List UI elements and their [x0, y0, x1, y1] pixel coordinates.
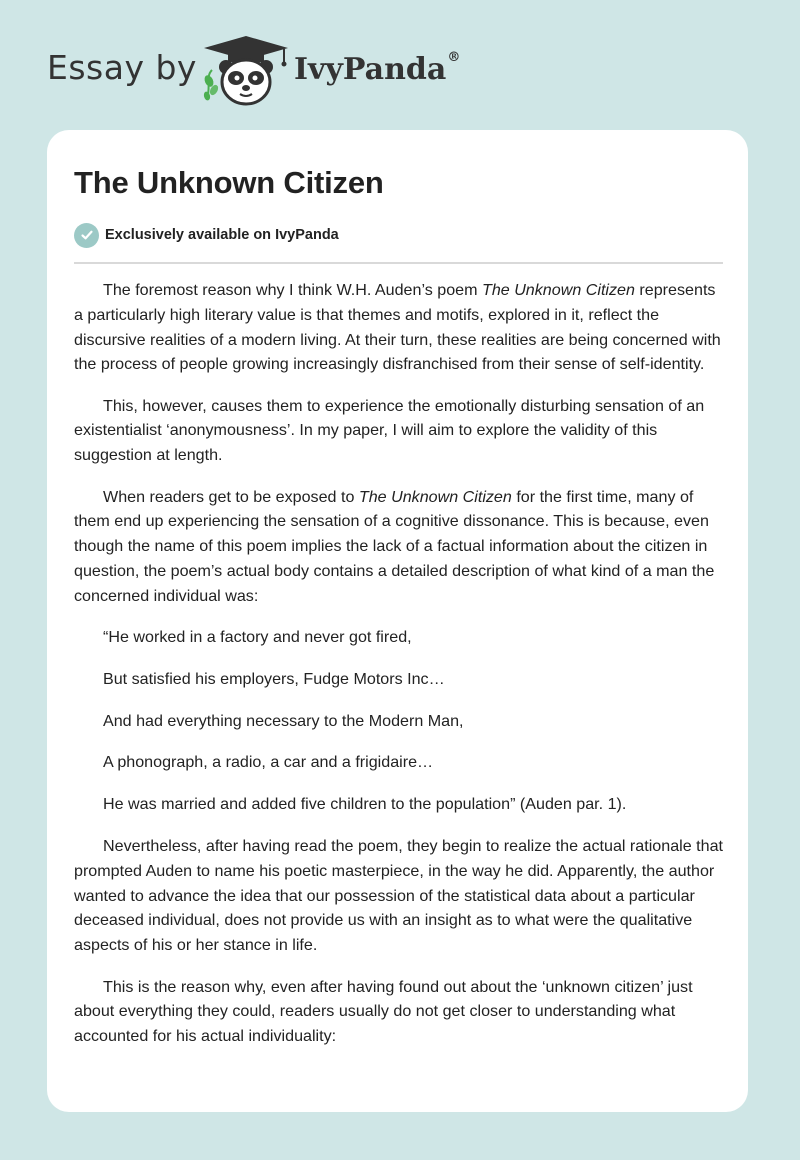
site-header: [0, 0, 800, 130]
essay-by-label: Essay by: [47, 48, 197, 87]
panda-logo-icon[interactable]: [200, 34, 292, 108]
essay-card: [47, 130, 748, 1112]
quote-line: And had everything necessary to the Modern Man,: [103, 711, 464, 730]
page-title: The Unknown Citizen: [74, 165, 384, 200]
brand-name[interactable]: IvyPanda®: [294, 50, 461, 87]
quote-line: But satisfied his employers, Fudge Motors Inc…: [103, 669, 445, 688]
paragraph: This is the reason why, even after having found out about the ‘unknown citizen’ just about everything they could, readers usually do not get closer to understanding what accounted for his actual individuality:: [74, 977, 693, 1046]
check-circle-icon: [74, 223, 99, 248]
paragraph: When readers get to be exposed to The Unknown Citizen for the first time, many of them end up experiencing the sensation of a cognitive dissonance. This is because, even though the name of this poem implies the lack of a factual information about the citizen in question, the poem’s actual body contains a detailed description of what kind of a man the concerned individual was:: [74, 487, 715, 605]
exclusive-badge: [74, 222, 339, 248]
quote-line: He was married and added five children to the population” (Auden par. 1).: [103, 795, 627, 814]
title-divider: [74, 262, 723, 264]
paragraph: This, however, causes them to experience the emotionally disturbing sensation of an existentialist ‘anonymousness’. In my paper, I will aim to explore the validity of this suggestion at length.: [74, 396, 705, 465]
quote-line: “He worked in a factory and never got fired,: [103, 628, 412, 647]
exclusive-badge-label: Exclusively available on IvyPanda: [105, 227, 339, 243]
paragraph: The foremost reason why I think W.H. Auden’s poem The Unknown Citizen represents a particularly high literary value is that themes and motifs, explored in it, reflect the discursive realities of a modern living. At their turn, these realities are being concerned with the process of people growing increasingly disfranchised from their sense of self-identity.: [74, 281, 721, 374]
essay-body: [74, 278, 724, 1065]
paragraph: Nevertheless, after having read the poem, they begin to realize the actual rationale that prompted Auden to name his poetic masterpiece, in the way he did. Apparently, the author wanted to advance the idea that our possession of the statistical data about a particular deceased individual, does not provide us with an insight as to what were the qualitative aspects of his or her stance in life.: [74, 837, 723, 955]
quote-line: A phonograph, a radio, a car and a frigidaire…: [103, 753, 434, 772]
